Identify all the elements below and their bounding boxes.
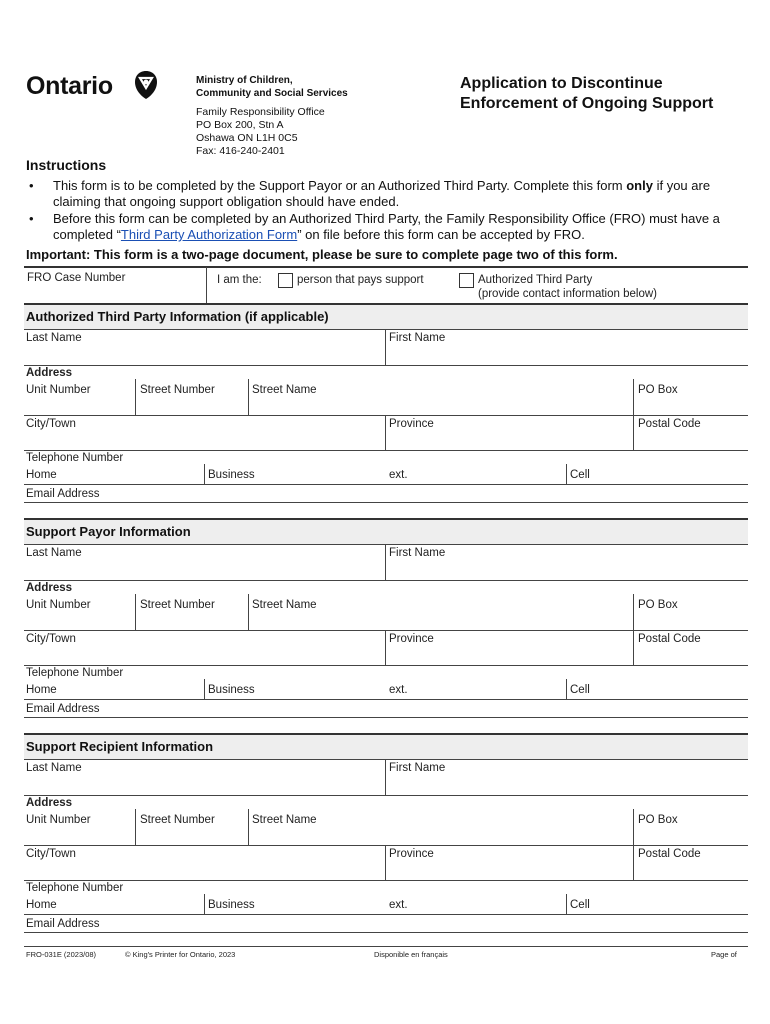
third-party-city-field[interactable]: City/Town bbox=[26, 418, 76, 430]
divider bbox=[204, 679, 205, 699]
payor-street-name-field[interactable]: Street Name bbox=[252, 599, 317, 611]
divider bbox=[135, 594, 136, 630]
telephone-heading: Telephone Number bbox=[26, 882, 124, 894]
divider bbox=[248, 809, 249, 845]
recipient-street-name-field[interactable]: Street Name bbox=[252, 814, 317, 826]
divider bbox=[204, 464, 205, 484]
third-party-first-name-field[interactable]: First Name bbox=[389, 332, 446, 344]
third-party-extension-field[interactable]: ext. bbox=[389, 469, 408, 481]
divider bbox=[135, 809, 136, 845]
divider bbox=[633, 415, 634, 450]
french-availability: Disponible en français bbox=[374, 950, 448, 959]
divider bbox=[385, 630, 386, 665]
divider bbox=[24, 699, 748, 700]
instruction-emphasis: only bbox=[626, 178, 653, 193]
divider bbox=[204, 894, 205, 914]
page-number: Page of bbox=[711, 950, 737, 959]
payor-po-box-field[interactable]: PO Box bbox=[638, 599, 678, 611]
third-party-email-field[interactable]: Email Address bbox=[26, 488, 100, 500]
address-heading: Address bbox=[26, 797, 73, 809]
instructions-list bbox=[26, 178, 748, 244]
section-title: Authorized Third Party Information (if applicable) bbox=[26, 309, 329, 324]
ministry-line-1: Ministry of Children, bbox=[196, 75, 293, 86]
instruction-text: if you are claiming that ongoing support obligation should have ended. bbox=[53, 178, 711, 209]
office-line-2: PO Box 200, Stn A bbox=[196, 119, 284, 131]
form-title-line-2: Enforcement of Ongoing Support bbox=[460, 95, 714, 112]
divider bbox=[206, 267, 207, 303]
payor-home-phone-field[interactable]: Home bbox=[26, 684, 57, 696]
divider bbox=[566, 679, 567, 699]
i-am-label: I am the: bbox=[217, 274, 262, 286]
recipient-email-field[interactable]: Email Address bbox=[26, 918, 100, 930]
payor-extension-field[interactable]: ext. bbox=[389, 684, 408, 696]
divider bbox=[385, 760, 386, 795]
divider bbox=[24, 484, 748, 485]
payor-checkbox[interactable] bbox=[278, 273, 293, 288]
third-party-postal-code-field[interactable]: Postal Code bbox=[638, 418, 701, 430]
instruction-text: This form is to be completed by the Support Payor or an Authorized Third Party. Complete this form bbox=[53, 178, 627, 193]
recipient-unit-number-field[interactable]: Unit Number bbox=[26, 814, 91, 826]
divider bbox=[24, 845, 748, 846]
office-line-1: Family Responsibility Office bbox=[196, 106, 325, 118]
instructions-heading: Instructions bbox=[26, 157, 107, 173]
ontario-logo-text: Ontario bbox=[26, 72, 113, 100]
copyright: © King's Printer for Ontario, 2023 bbox=[125, 950, 236, 959]
third-party-home-phone-field[interactable]: Home bbox=[26, 469, 57, 481]
payor-postal-code-field[interactable]: Postal Code bbox=[638, 633, 701, 645]
divider bbox=[24, 717, 748, 718]
office-address bbox=[196, 106, 325, 158]
divider bbox=[248, 379, 249, 415]
divider bbox=[24, 580, 748, 581]
bullet-icon: • bbox=[29, 211, 34, 226]
recipient-extension-field[interactable]: ext. bbox=[389, 899, 408, 911]
divider bbox=[24, 502, 748, 503]
office-line-4: Fax: 416-240-2401 bbox=[196, 145, 285, 157]
divider bbox=[24, 630, 748, 631]
third-party-cell-phone-field[interactable]: Cell bbox=[570, 469, 590, 481]
divider bbox=[385, 545, 386, 580]
form-code: FRO-031E (2023/08) bbox=[26, 950, 97, 959]
important-note: Important: This form is a two-page document, please be sure to complete page two of this form. bbox=[26, 247, 618, 262]
payor-first-name-field[interactable]: First Name bbox=[389, 547, 446, 559]
divider bbox=[24, 795, 748, 796]
recipient-street-number-field[interactable]: Street Number bbox=[140, 814, 215, 826]
payor-city-field[interactable]: City/Town bbox=[26, 633, 76, 645]
divider bbox=[633, 809, 634, 845]
section-title: Support Recipient Information bbox=[26, 739, 214, 754]
divider bbox=[633, 594, 634, 630]
instruction-item bbox=[26, 211, 748, 243]
divider bbox=[24, 365, 748, 366]
payor-section-header bbox=[24, 518, 748, 545]
divider bbox=[24, 914, 748, 915]
recipient-postal-code-field[interactable]: Postal Code bbox=[638, 848, 701, 860]
recipient-cell-phone-field[interactable]: Cell bbox=[570, 899, 590, 911]
third-party-po-box-field[interactable]: PO Box bbox=[638, 384, 678, 396]
divider bbox=[24, 665, 748, 666]
divider bbox=[135, 379, 136, 415]
case-number-label: FRO Case Number bbox=[27, 272, 126, 284]
instruction-text: ” on file before this form can be accepted by FRO. bbox=[297, 227, 585, 242]
bullet-icon: • bbox=[29, 178, 34, 193]
ministry-name bbox=[196, 74, 348, 100]
telephone-heading: Telephone Number bbox=[26, 667, 124, 679]
instruction-item bbox=[26, 178, 748, 210]
divider bbox=[566, 464, 567, 484]
third-party-street-number-field[interactable]: Street Number bbox=[140, 384, 215, 396]
instruction-text: Before this form can be completed by an Authorized Third Party, the Family Responsibility Office (FRO) must have a completed “ bbox=[53, 211, 720, 242]
divider bbox=[566, 894, 567, 914]
payor-street-number-field[interactable]: Street Number bbox=[140, 599, 215, 611]
payor-email-field[interactable]: Email Address bbox=[26, 703, 100, 715]
third-party-last-name-field[interactable]: Last Name bbox=[26, 332, 82, 344]
third-party-authorization-link[interactable]: Third Party Authorization Form bbox=[120, 227, 298, 242]
telephone-heading: Telephone Number bbox=[26, 452, 124, 464]
divider bbox=[24, 880, 748, 881]
divider bbox=[633, 845, 634, 880]
divider bbox=[248, 594, 249, 630]
recipient-city-field[interactable]: City/Town bbox=[26, 848, 76, 860]
divider bbox=[24, 415, 748, 416]
recipient-section-header bbox=[24, 733, 748, 760]
ministry-line-2: Community and Social Services bbox=[196, 88, 348, 99]
payor-province-field[interactable]: Province bbox=[389, 633, 434, 645]
address-heading: Address bbox=[26, 582, 73, 594]
third-party-province-field[interactable]: Province bbox=[389, 418, 434, 430]
address-heading: Address bbox=[26, 367, 73, 379]
recipient-home-phone-field[interactable]: Home bbox=[26, 899, 57, 911]
payor-cell-phone-field[interactable]: Cell bbox=[570, 684, 590, 696]
third-party-unit-number-field[interactable]: Unit Number bbox=[26, 384, 91, 396]
third-party-checkbox[interactable] bbox=[459, 273, 474, 288]
office-line-3: Oshawa ON L1H 0C5 bbox=[196, 132, 298, 144]
third-party-business-phone-field[interactable]: Business bbox=[208, 469, 255, 481]
divider bbox=[24, 932, 748, 933]
payor-option-label: person that pays support bbox=[297, 274, 424, 286]
divider bbox=[633, 379, 634, 415]
form-title-line-1: Application to Discontinue bbox=[460, 75, 663, 92]
recipient-first-name-field[interactable]: First Name bbox=[389, 762, 446, 774]
divider bbox=[385, 845, 386, 880]
third-party-option-note: (provide contact information below) bbox=[478, 288, 657, 300]
recipient-last-name-field[interactable]: Last Name bbox=[26, 762, 82, 774]
recipient-po-box-field[interactable]: PO Box bbox=[638, 814, 678, 826]
footer-divider bbox=[24, 946, 748, 947]
divider bbox=[633, 630, 634, 665]
third-party-street-name-field[interactable]: Street Name bbox=[252, 384, 317, 396]
divider bbox=[385, 415, 386, 450]
payor-last-name-field[interactable]: Last Name bbox=[26, 547, 82, 559]
divider bbox=[24, 266, 748, 268]
divider bbox=[385, 330, 386, 365]
third-party-section-header bbox=[24, 303, 748, 330]
section-title: Support Payor Information bbox=[26, 524, 191, 539]
payor-unit-number-field[interactable]: Unit Number bbox=[26, 599, 91, 611]
third-party-option-label: Authorized Third Party bbox=[478, 274, 593, 286]
payor-business-phone-field[interactable]: Business bbox=[208, 684, 255, 696]
recipient-business-phone-field[interactable]: Business bbox=[208, 899, 255, 911]
divider bbox=[24, 450, 748, 451]
recipient-province-field[interactable]: Province bbox=[389, 848, 434, 860]
trillium-logo-icon bbox=[133, 69, 159, 101]
form-title bbox=[460, 74, 713, 114]
